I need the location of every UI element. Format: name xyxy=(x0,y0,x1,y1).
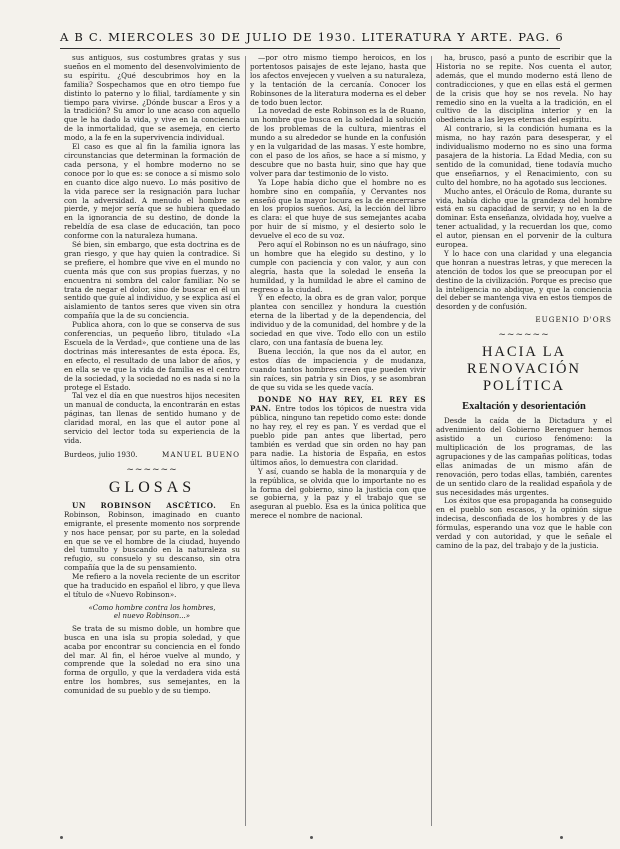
glosa-paragraph: Y así, cuando se habla de la monarquía y de la república, se olvida que lo importante no es la forma del gobierno, sino la justicia con que se gobierna, y la paz y el trabajo que se aseguran al pueblo. Esa es la única política que merece el nombre de nacional. xyxy=(250,466,426,521)
article-paragraph: sus antiguos, sus costumbres gratas y sus sueños en el momento del desenvolvimiento de su espíritu. ¿Qué descubrimos hoy en la familia? Sospechamos que en otro tiempo fue distinto lo paterno y lo filial, tardíamente y sin tiempo para vivirse. ¿Dónde buscar a Eros y a la tradición? Su amor lo une acaso con aquello que le ha dado la vida, y vive en la conciencia de la inmortalidad, que se asemeja, en cierto modo, a la fe en la supervivencia individual. xyxy=(64,54,240,143)
header-rule xyxy=(60,48,560,49)
article-paragraph: ha, brusco, pasó a punto de escribir que la Historia no se repite. Nos cuenta el autor, además, que el mundo moderno está lleno de contradicciones, y que en ellas está el germen de la crisis que hoy se nos revela. No hay remedio sino en la vuelta a la tradición, en el cultivo de la disciplina interior y en la obediencia a las leyes eternas del espíritu. xyxy=(436,54,612,125)
column-right xyxy=(436,54,612,824)
article-headline: HACIA LA RENOVACIÓN POLÍTICA xyxy=(467,344,581,395)
article-dateline xyxy=(64,450,240,459)
article-paragraph: Publica ahora, con lo que se conserva de sus conferencias, un pequeño libro, titulado «La Escuela de la Verdad», que contiene una de las doctrinas más interesantes de esta época. Es, en efecto, el resultado de una labor de años, y en ella se ve que la vida de familia es el centro de la sociedad, y la sociedad no es nada si no la protege el Estado. xyxy=(64,320,240,392)
glosa-paragraph: La novedad de este Robinson es la de Ruano, un hombre que busca en la soledad la solución de los problemas de la cultura, mientras el mundo a su alrededor se hunde en la confusión y en la vulgaridad de las masas. Y este hombre, con el paso de los años, se hace a sí mismo, y descubre que no basta huir, sino que hay que volver para dar testimonio de lo visto. xyxy=(250,106,426,178)
glosa-paragraph: Y en efecto, la obra es de gran valor, porque plantea con sencillez y hondura la cuestión eterna de la libertad y de la dependencia, del individuo y de la comunidad, del hombre y de la sociedad en que vive. Todo ello con un estilo claro, con una fantasía de buena ley. xyxy=(250,293,426,347)
glosa-paragraph: Me refiero a la novela reciente de un escritor que ha traducido en español el libro, y que lleva el título de «Nuevo Robinson». xyxy=(64,572,240,599)
column-divider xyxy=(431,56,432,826)
article-subheadline: Exaltación y desorientación xyxy=(462,401,586,413)
glosa-text: En Robinson, Robinson, imaginado en cuanto emigrante, el presente momento nos sorprende y nos hace pensar, por su parte, en la soledad en que se ve el hombre de la ciudad, huyendo del tumulto y buscando en la naturaleza su refugio, su consuelo y su descanso, sin otra compañía que la de su pensamiento. xyxy=(64,500,240,573)
section-title: GLOSAS xyxy=(108,478,196,496)
article-paragraph: Y lo hace con una claridad y una elegancia que honran a nuestras letras, y que merecen la atención de todos los que se preocupan por el destino de la civilización. Porque es preciso que la inteligencia no abdique, y que la conciencia del deber se mantenga viva en estos tiempos de desorden y de confusión. xyxy=(436,248,612,312)
glosa-paragraph: —por otro mismo tiempo heroicos, en los portentosos paisajes de este lejano, hasta que los afectos envejecen y vuelven a su naturaleza, y la tentación de la cercanía. Conocer los Robinsones de la literatura moderna es el deber de todo buen lector. xyxy=(250,54,426,107)
page-header: A B C. MIERCOLES 30 DE JULIO DE 1930. LITERATURA Y ARTE. PAG. 6 xyxy=(60,30,564,44)
glosa-paragraph xyxy=(250,396,426,467)
article-paragraph: Mucho antes, el Oráculo de Roma, durante su vida, había dicho que la grandeza del hombre está en su capacidad de servir, y no en la de dominar. Esta enseñanza, olvidada hoy, vuelve a tener actualidad, y la recuerdan los que, como el autor, piensan en el porvenir de la cultura europea. xyxy=(436,186,612,250)
article-paragraph: Tal vez el día en que nuestros hijos necesiten un manual de conducta, la encontrarán en estas páginas, tan llenas de sentido humano y de claridad moral, en las que el autor pone al servicio del lector toda su experiencia de la vida. xyxy=(64,391,240,445)
column-middle xyxy=(250,54,426,824)
dateline-text: Burdeos, julio 1930. xyxy=(64,449,138,459)
glosa-paragraph: Se trata de su mismo doble, un hombre que busca en una isla su propia soledad, y que acaba por encontrar su conciencia en el fondo del mar. Al fin, el héroe vuelve al mundo, y comprende que la soledad no era sino una forma de orgullo, y que la verdadera vida está entre los hombres, sus semejantes, en la comunidad de su pueblo y de su tiempo. xyxy=(64,623,240,696)
author-signature: EUGENIO D'ORS xyxy=(535,315,612,325)
article-paragraph: Sé bien, sin embargo, que esta doctrina es de gran riesgo, y que hay quien la contradice. Si se prefiere, el hombre que vive en el mundo no cuenta más que con sus propias fuerzas, y no encuentra ni sombra del calor familiar. No se trata de negar el dolor, sino de buscar en él un sentido que guíe al individuo, y se explica así el aislamiento de tantos seres que viven sin otra compañía que la de su conciencia. xyxy=(64,240,240,321)
section-ornament: ~~~~~~ xyxy=(126,464,178,475)
glosa-paragraph: Pero aquí el Robinson no es un náufrago, sino un hombre que ha elegido su destino, y lo cumple con paciencia y con valor, y aun con alegría, hasta que la soledad le enseña la humildad, y la humildad le abre el camino de regreso a la ciudad. xyxy=(250,240,426,294)
article-paragraph: El caso es que al fin la familia ignora las circunstancias que determinan la formación de cada persona, y el hombre moderno no se conoce por lo que es: se conoce a sí mismo solo en cuanto dice algo nuevo. Lo más positivo de la vida parece ser la resignación para luchar con la adversidad. A menudo el hombre se pierde, y mejor sería que se hubiera quedado en la ignorancia de su destino, de donde la rebeldía de esa clase de educación, tan poco conforme con la naturaleza humana. xyxy=(64,142,240,241)
glosa-paragraph: Ya Lope había dicho que el hombre no es hombre sino en compañía, y Cervantes nos enseñó que la mayor locura es la de encerrarse en los propios sueños. Así, la lección del libro es clara: el que huye de sus semejantes acaba por huir de sí mismo, y el desierto solo le devuelve el eco de su voz. xyxy=(250,177,426,241)
section-ornament: ~~~~~~ xyxy=(498,330,550,341)
glosa-heading: DONDE NO HAY REY, EL REY ES PAN. xyxy=(250,395,426,414)
article-paragraph: Los éxitos que esa propaganda ha conseguido en el pueblo son escasos, y la opinión sigue indecisa, desconfiada de los hombres y de las fórmulas, esperando una voz que le hable con verdad y con autoridad, y que le señale el camino de la paz, del trabajo y de la justicia. xyxy=(436,496,612,550)
glosa-paragraph xyxy=(64,502,240,573)
column-divider xyxy=(245,56,246,826)
verse-quote: «Como hombre contra los hombres, el nuevo Robinson...» xyxy=(88,603,216,621)
glosa-text: Entre todos los tópicos de nuestra vida pública, ninguno tan repetido como este: donde no hay rey, el rey es pan. Y es verdad que el pueblo pide pan antes que libertad, pero también es verdad que sin orden no hay pan para nadie. La historia de España, en estos últimos años, lo demuestra con claridad. xyxy=(250,404,426,467)
page-footer-marks xyxy=(0,836,620,840)
article-paragraph: Desde la caída de la Dictadura y el advenimiento del Gobierno Berenguer hemos asistido a un curioso fenómeno: la multiplicación de los programas, de las agrupaciones y de las campañas políticas, todas ellas animadas de un mismo afán de renovación, pero todas ellas, también, carentes de un sentido claro de la realidad española y de sus necesidades más urgentes. xyxy=(436,416,612,497)
author-signature: MANUEL BUENO xyxy=(162,449,240,459)
glosa-paragraph: Buena lección, la que nos da el autor, en estos días de impaciencia y de mudanza, cuando tantos hombres creen que pueden vivir sin raíces, sin patria y sin Dios, y se asombran de que su vida se les quede vacía. xyxy=(250,346,426,392)
column-left xyxy=(64,54,240,824)
glosa-heading: UN ROBINSON ASCÉTICO. xyxy=(72,500,217,510)
article-paragraph: Al contrario, si la condición humana es la misma, no hay razón para desesperar, y el individualismo moderno no es sino una forma pasajera de la historia. La Edad Media, con su sentido de la comunidad, tiene todavía mucho que enseñarnos, y el Renacimiento, con su culto del hombre, no ha agotado sus lecciones. xyxy=(436,124,612,187)
